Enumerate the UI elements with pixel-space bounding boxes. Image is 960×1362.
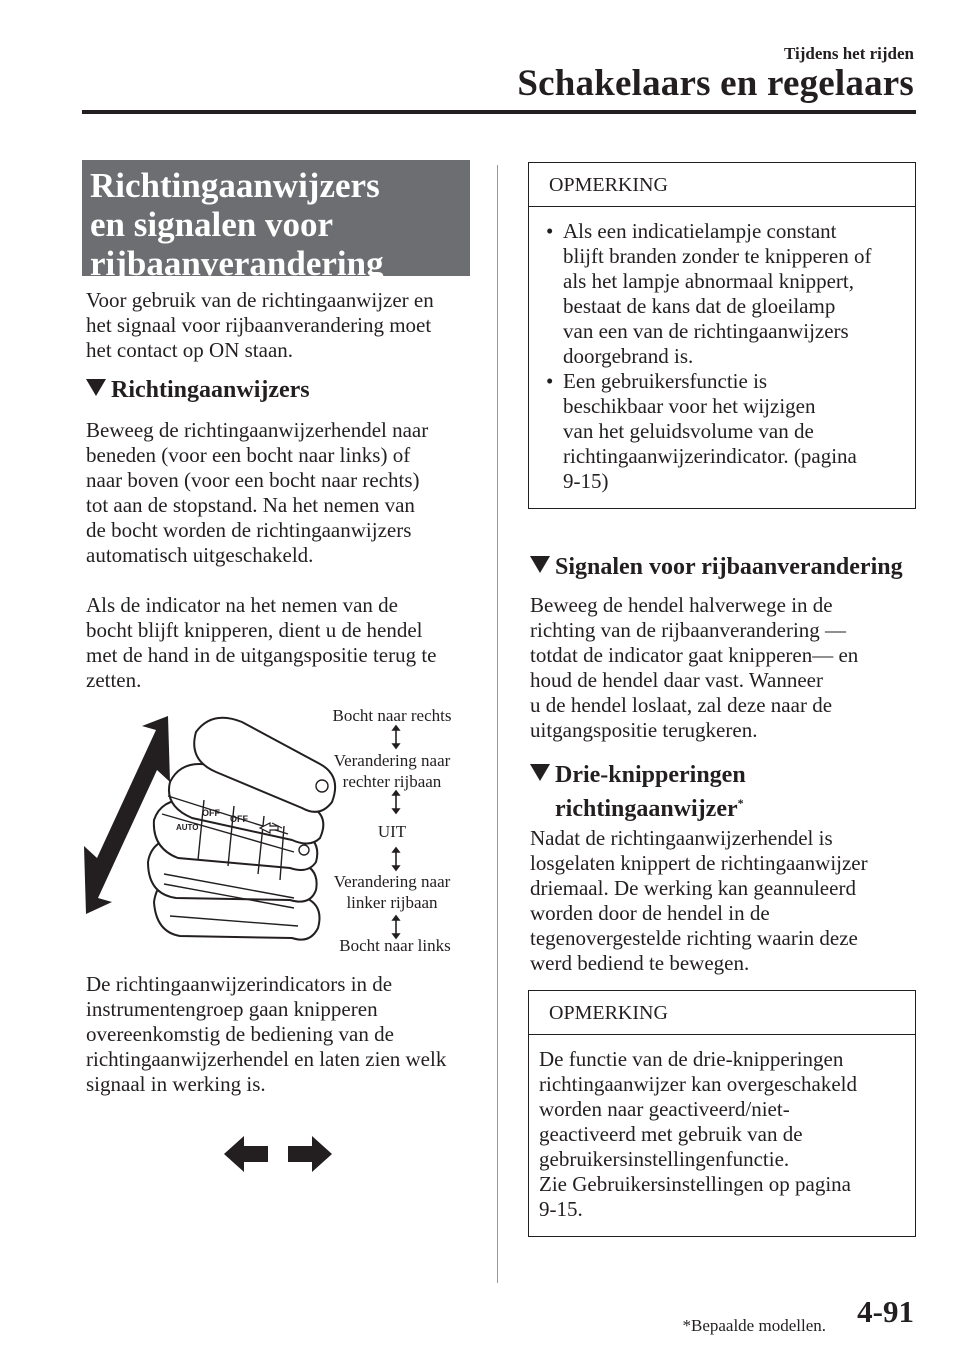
note-heading: OPMERKING	[529, 991, 915, 1035]
text-line: worden naar geactiveerd/niet-	[539, 1097, 790, 1121]
text-line: driemaal. De werking kan geannuleerd	[530, 876, 856, 900]
text-line: richtingaanwijzer kan overgeschakeld	[539, 1072, 857, 1096]
text-line: bocht blijft knipperen, dient u de hendel	[86, 618, 423, 642]
text-line: richtingaanwijzerindicator. (pagina	[563, 444, 857, 468]
page-number: 4-91	[857, 1294, 914, 1329]
text-line: blijft branden zonder te knipperen of	[563, 244, 872, 268]
lever-mark-off: OFF	[230, 814, 248, 824]
text-line: zetten.	[86, 668, 142, 692]
text-line: van het geluidsvolume van de	[563, 419, 814, 443]
text-line: beneden (voor een bocht naar links) of	[86, 443, 411, 467]
text-line: Als een indicatielampje constant	[563, 219, 837, 243]
text-line: De richtingaanwijzerindicators in de	[86, 972, 393, 996]
asterisk-marker: *	[737, 796, 744, 810]
label-line: rechter rijbaan	[342, 772, 442, 791]
subheading-triple-flash	[530, 761, 746, 823]
text-line: Voor gebruik van de richtingaanwijzer en	[86, 288, 434, 312]
text-line: losgelaten knippert de richtingaanwijzer	[530, 851, 868, 875]
subheading-text: richtingaanwijzer	[555, 796, 738, 822]
triangle-marker-icon	[530, 764, 550, 781]
subheading-turn-signals	[86, 376, 310, 404]
note-body	[529, 1035, 915, 1222]
text-line: als het lampje abnormaal knippert,	[563, 269, 854, 293]
label-left-turn: Bocht naar links	[339, 936, 451, 955]
column-divider	[497, 165, 498, 1283]
lane-change-paragraph	[530, 593, 858, 743]
note-heading: OPMERKING	[529, 163, 915, 207]
text-line: tegenovergestelde richting waarin deze	[530, 926, 858, 950]
text-line: worden door de hendel in de	[530, 901, 770, 925]
text-line: Beweeg de richtingaanwijzerhendel naar	[86, 418, 429, 442]
subheading-lane-change	[530, 553, 903, 581]
note-box-indicator	[528, 162, 916, 509]
text-line: het contact op ON staan.	[86, 338, 294, 362]
label-line: Verandering naar	[333, 872, 451, 891]
text-line: signaal in werking is.	[86, 1072, 266, 1096]
text-line: u de hendel loslaat, zal deze naar de	[530, 693, 833, 717]
text-line: gebruikersinstellingenfunctie.	[539, 1147, 790, 1171]
bullet-dot-icon: •	[546, 219, 554, 243]
text-line: doorgebrand is.	[563, 344, 694, 368]
text-line: geactiveerd met gebruik van de	[539, 1122, 803, 1146]
text-line: uitgangspositie terugkeren.	[530, 718, 758, 742]
subheading-text: Drie-knipperingen	[555, 762, 746, 788]
text-line: Als de indicator na het nemen van de	[86, 593, 398, 617]
section-heading	[82, 160, 470, 283]
text-line: richting van de rijbaanverandering —	[530, 618, 847, 642]
text-line: beschikbaar voor het wijzigen	[563, 394, 816, 418]
section-heading-line: rijbaanverandering	[90, 244, 384, 283]
triple-flash-paragraph	[530, 826, 868, 976]
header-rule	[82, 110, 916, 114]
text-line: houd de hendel daar vast. Wanneer	[530, 668, 823, 692]
note-bullet	[529, 369, 915, 494]
text-line: De functie van de drie-knipperingen	[539, 1047, 844, 1071]
text-line: de bocht worden de richtingaanwijzers	[86, 518, 412, 542]
intro-paragraph	[86, 288, 434, 363]
indicator-paragraph	[86, 972, 446, 1097]
lever-mark-off: OFF	[202, 808, 220, 818]
turn-indicator-icons	[222, 1134, 334, 1174]
label-line: Verandering naar	[333, 751, 451, 770]
text-line: van een van de richtingaanwijzers	[563, 319, 849, 343]
text-line: Zie Gebruikersinstellingen op pagina	[539, 1172, 851, 1196]
text-line: tot aan de stopstand. Na het nemen van	[86, 493, 415, 517]
label-off: UIT	[377, 822, 407, 841]
text-line: 9-15)	[563, 469, 609, 493]
lever-mark-auto: AUTO	[176, 823, 199, 832]
bullet-dot-icon: •	[546, 369, 554, 393]
text-line: automatisch uitgeschakeld.	[86, 543, 314, 567]
label-lane-change-right	[312, 750, 472, 792]
triangle-marker-icon	[86, 379, 106, 396]
text-line: overeenkomstig de bediening van de	[86, 1022, 394, 1046]
note-bullet	[529, 219, 915, 369]
text-line: naar boven (voor een bocht naar rechts)	[86, 468, 420, 492]
left-arrow-icon	[224, 1136, 268, 1172]
footnote: *Bepaalde modellen.	[682, 1316, 826, 1335]
label-lane-change-left	[312, 871, 472, 913]
right-arrow-icon	[288, 1136, 332, 1172]
text-line: met de hand in de uitgangspositie terug te	[86, 643, 437, 667]
manual-return-paragraph	[86, 593, 437, 693]
triangle-marker-icon	[530, 556, 550, 573]
subheading-text: Signalen voor rijbaanverandering	[555, 554, 903, 580]
page-title: Schakelaars en regelaars	[517, 63, 914, 104]
label-right-turn: Bocht naar rechts	[332, 706, 452, 725]
text-line: Beweeg de hendel halverwege in de	[530, 593, 833, 617]
text-line: instrumentengroep gaan knipperen	[86, 997, 378, 1021]
text-line: bestaat de kans dat de gloeilamp	[563, 294, 836, 318]
text-line: 9-15.	[539, 1197, 583, 1221]
text-line: Een gebruikersfunctie is	[563, 369, 768, 393]
subheading-text: Richtingaanwijzers	[111, 377, 310, 403]
text-line: totdat de indicator gaat knipperen— en	[530, 643, 859, 667]
note-box-triple-flash	[528, 990, 916, 1237]
label-line: linker rijbaan	[346, 893, 438, 912]
section-heading-line: Richtingaanwijzers	[90, 166, 380, 205]
text-line: richtingaanwijzerhendel en laten zien welk	[86, 1047, 447, 1071]
text-line: het signaal voor rijbaanverandering moet	[86, 313, 432, 337]
text-line: werd bediend te bewegen.	[530, 951, 750, 975]
section-heading-line: en signalen voor	[90, 205, 334, 244]
chapter-label: Tijdens het rijden	[783, 44, 914, 63]
text-line: Nadat de richtingaanwijzerhendel is	[530, 826, 833, 850]
turn-signal-paragraph	[86, 418, 428, 568]
